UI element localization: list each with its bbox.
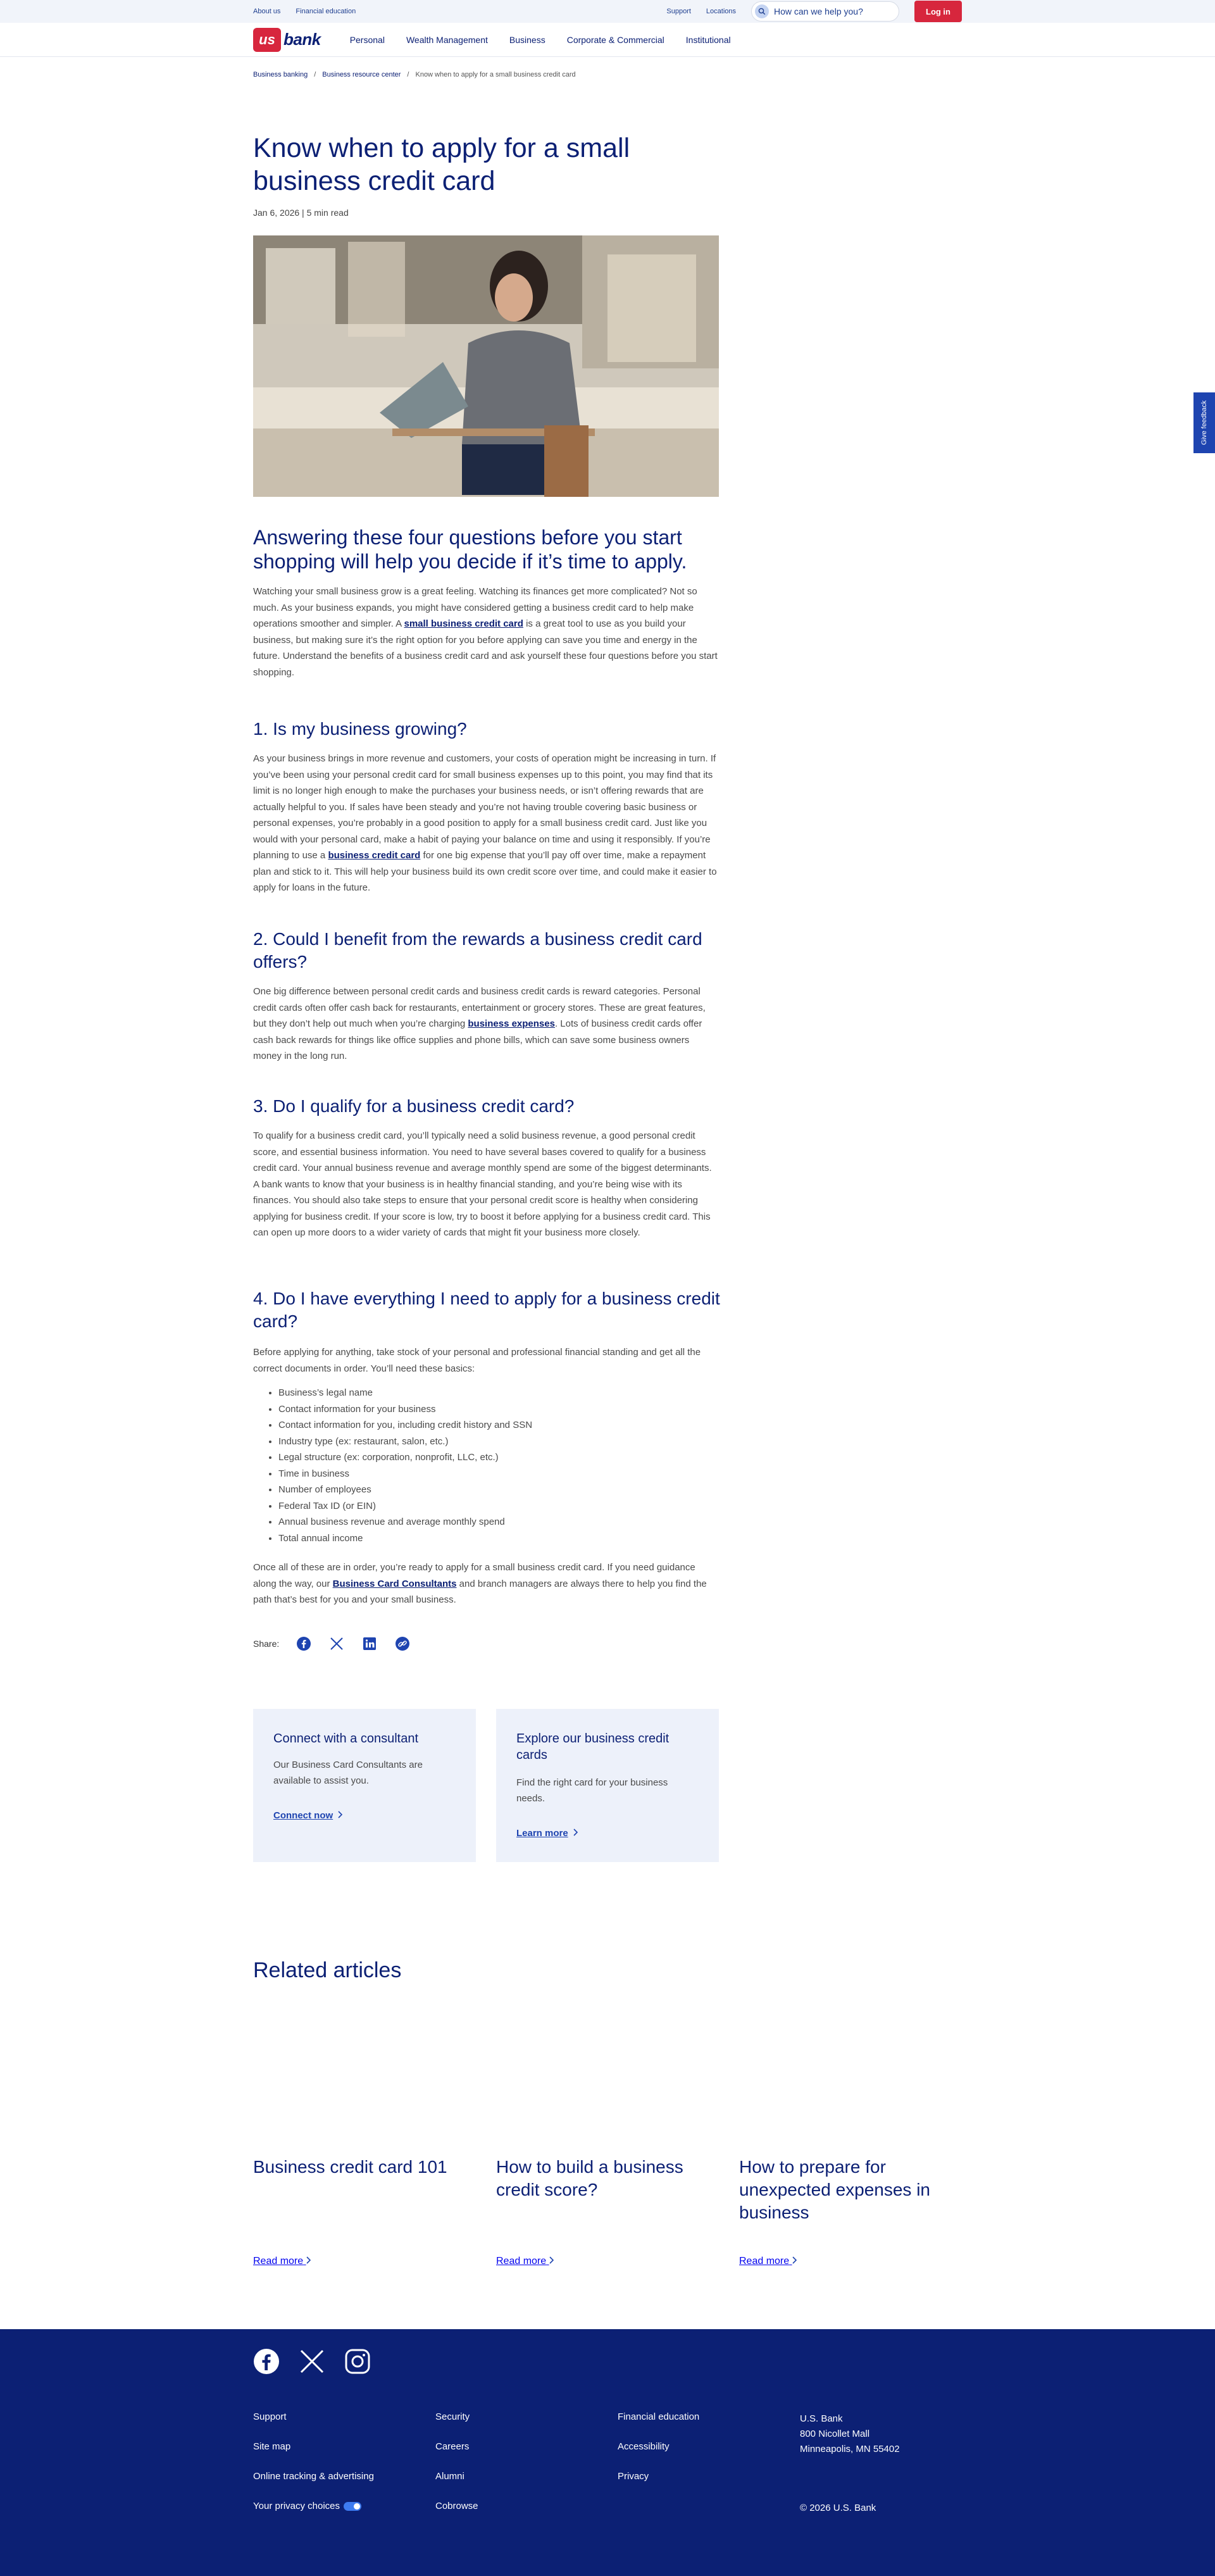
footer-link-support[interactable]: Support <box>253 2411 287 2422</box>
related-article-3 <box>739 2156 954 2224</box>
question-2-paragraph <box>253 984 719 1065</box>
list-item: • Number of employees <box>278 1482 532 1498</box>
explore-cards-card <box>496 1709 719 1862</box>
footer-link-privacy[interactable]: Privacy <box>618 2471 649 2482</box>
related-articles-heading: Related articles <box>253 1958 402 1982</box>
list-item: • Contact information for you, including credit history and SSN <box>278 1417 532 1434</box>
facebook-icon[interactable] <box>253 2348 280 2378</box>
share-label: Share: <box>253 1639 280 1649</box>
logo-wordmark: bank <box>284 30 321 49</box>
utility-bar <box>0 0 1215 23</box>
nav-wealth-management[interactable]: Wealth Management <box>406 34 488 45</box>
breadcrumb-current: Know when to apply for a small business credit card <box>415 71 576 78</box>
consultant-card-title: Connect with a consultant <box>273 1732 419 1746</box>
intro-paragraph <box>253 584 719 680</box>
business-card-consultants-link[interactable]: Business Card Consultants <box>332 1578 457 1589</box>
footer-col-1 <box>253 2411 374 2511</box>
closing-text-2: and branch managers are always there to help you find the path that’s best for you and your small business. <box>253 1578 707 1605</box>
footer-link-online-tracking[interactable]: Online tracking & advertising <box>253 2471 374 2482</box>
nav-personal[interactable]: Personal <box>349 34 385 45</box>
related-article-title[interactable]: Business credit card 101 <box>253 2157 447 2177</box>
list-item: • Legal structure (ex: corporation, nonprofit, LLC, etc.) <box>278 1449 532 1466</box>
x-icon[interactable] <box>328 1635 345 1652</box>
support-link[interactable]: Support <box>666 8 691 15</box>
requirements-list <box>278 1385 532 1546</box>
question-1-paragraph <box>253 751 719 896</box>
feedback-tab[interactable]: Give feedback <box>1193 392 1215 453</box>
learn-more-link[interactable] <box>516 1828 578 1839</box>
list-item: • Total annual income <box>278 1530 532 1547</box>
footer-link-financial-education[interactable]: Financial education <box>618 2411 700 2422</box>
closing-text-1: Once all of these are in order, you’re ready to apply for a small business credit card. If you need guidance along the way, our <box>253 1562 695 1589</box>
footer-link-accessibility[interactable]: Accessibility <box>618 2441 670 2452</box>
about-us-link[interactable]: About us <box>253 8 281 15</box>
footer-col-3 <box>618 2411 699 2482</box>
login-button[interactable]: Log in <box>914 1 962 22</box>
footer-social <box>253 2348 371 2378</box>
breadcrumb-business-banking[interactable]: Business banking <box>253 71 308 78</box>
lead-heading: Answering these four questions before you start shopping will help you decide if it’s time to apply. <box>253 526 687 573</box>
share-bar <box>253 1635 411 1652</box>
footer-col-2 <box>435 2411 478 2511</box>
read-more-link-3[interactable] <box>739 2256 797 2267</box>
footer <box>0 2329 1215 2576</box>
footer-link-alumni[interactable]: Alumni <box>435 2471 464 2482</box>
breadcrumb-separator: / <box>314 71 316 78</box>
nav-business[interactable]: Business <box>509 34 545 45</box>
page-title: Know when to apply for a small business credit card <box>253 133 630 196</box>
chevron-right-icon <box>306 2256 311 2267</box>
q2-text-1: One big difference between personal credit cards and business credit cards is reward categories. Personal credit cards often offer cash back for restaurants, entertainment or grocery stores. These are great features, but they don’t help out much when you’re charging <box>253 986 706 1029</box>
footer-link-cobrowse[interactable]: Cobrowse <box>435 2501 478 2511</box>
breadcrumb-separator: / <box>407 71 409 78</box>
main-nav <box>0 23 1215 57</box>
address-line: 800 Nicollet Mall <box>800 2429 870 2439</box>
related-article-title[interactable]: How to prepare for unexpected expenses in business <box>739 2157 930 2222</box>
closing-paragraph <box>253 1560 719 1608</box>
footer-link-security[interactable]: Security <box>435 2411 470 2422</box>
connect-now-label: Connect now <box>273 1810 333 1821</box>
search-placeholder: How can we help you? <box>774 6 863 16</box>
read-more-label: Read more <box>739 2256 790 2267</box>
footer-link-privacy-choices[interactable] <box>253 2501 374 2511</box>
footer-link-site-map[interactable]: Site map <box>253 2441 291 2452</box>
x-icon[interactable] <box>299 2348 325 2378</box>
consultant-card-text: Our Business Card Consultants are available to assist you. <box>273 1760 423 1786</box>
related-article-1 <box>253 2156 468 2179</box>
list-item: • Annual business revenue and average monthly spend <box>278 1514 532 1530</box>
chevron-right-icon <box>549 2256 554 2267</box>
related-article-title[interactable]: How to build a business credit score? <box>496 2157 683 2199</box>
facebook-icon[interactable] <box>296 1635 312 1652</box>
linkedin-icon[interactable] <box>361 1635 378 1652</box>
address-line: U.S. Bank <box>800 2413 843 2424</box>
list-item: • Time in business <box>278 1466 532 1482</box>
small-business-credit-card-link[interactable]: small business credit card <box>404 618 523 629</box>
business-credit-card-link[interactable]: business credit card <box>328 850 421 861</box>
chevron-right-icon <box>792 2256 797 2267</box>
question-4-intro: Before applying for anything, take stock of your personal and professional financial standing and get all the correct documents in order. You’ll need these basics: <box>253 1347 701 1374</box>
privacy-choices-icon <box>344 2502 361 2511</box>
consultant-card <box>253 1709 476 1862</box>
question-3-heading: 3. Do I qualify for a business credit card? <box>253 1096 575 1116</box>
list-item: • Contact information for your business <box>278 1401 532 1418</box>
question-1-heading: 1. Is my business growing? <box>253 719 467 739</box>
list-item: • Federal Tax ID (or EIN) <box>278 1498 532 1515</box>
read-more-label: Read more <box>253 2256 304 2267</box>
connect-now-link[interactable] <box>273 1810 343 1821</box>
locations-link[interactable]: Locations <box>706 8 736 15</box>
privacy-choices-label: Your privacy choices <box>253 2501 340 2511</box>
question-4-heading: 4. Do I have everything I need to apply for a business credit card? <box>253 1289 720 1331</box>
intro-text-1: Watching your small business grow is a great feeling. Watching its finances get more complicated? Not so much. As your business expands, you might have considered getting a business credit card to help make operations smoother and simpler. A <box>253 586 697 629</box>
breadcrumb <box>253 71 576 78</box>
related-article-2 <box>496 2156 711 2201</box>
chevron-right-icon <box>338 1810 343 1821</box>
list-item: • Industry type (ex: restaurant, salon, etc.) <box>278 1434 532 1450</box>
breadcrumb-resource-center[interactable]: Business resource center <box>322 71 401 78</box>
financial-education-link[interactable]: Financial education <box>296 8 356 15</box>
nav-institutional[interactable]: Institutional <box>685 34 731 45</box>
hero-image <box>253 235 719 497</box>
read-more-link-1[interactable] <box>253 2256 311 2267</box>
read-more-label: Read more <box>496 2256 547 2267</box>
search-input[interactable] <box>751 1 899 22</box>
footer-link-careers[interactable]: Careers <box>435 2441 470 2452</box>
instagram-icon[interactable] <box>344 2348 371 2378</box>
nav-corporate-commercial[interactable]: Corporate & Commercial <box>566 34 664 45</box>
read-more-link-2[interactable] <box>496 2256 554 2267</box>
intro-text-2: is a great tool to use as you build your business, but making sure it’s the right option for you before applying can save you time and energy in the future. Understand the benefits of a business credit card and ask yourself these four questions before you start shopping. <box>253 618 718 678</box>
question-3-paragraph: To qualify for a business credit card, you’ll typically need a solid business revenue, a good personal credit score, and essential business information. You need to have several bases covered to qualify for a business credit card. Your annual business revenue and average monthly spend are some of the biggest determinants. A bank wants to know that your business is in healthy financial standing, and you’re being wise with its finances. You should also take steps to ensure that your personal credit score is healthy when considering applying for business credit. If your score is low, try to boost it before applying for a business credit card. This can open up more doors to a wider variety of cards that might fit your business more closely. <box>253 1130 712 1238</box>
copyright: © 2026 U.S. Bank <box>800 2503 876 2513</box>
footer-address <box>800 2411 900 2457</box>
explore-card-title: Explore our business credit cards <box>516 1732 670 1762</box>
learn-more-label: Learn more <box>516 1828 568 1839</box>
q1-text-2: for one big expense that you’ll pay off over time, make a repayment plan and stick to it. This will help your business build its own credit score over time, and could make it easier to apply for loans in the future. <box>253 850 717 893</box>
chevron-right-icon <box>573 1828 578 1839</box>
logo-shield: us <box>253 28 281 52</box>
business-expenses-link[interactable]: business expenses <box>468 1018 555 1029</box>
article-meta: Jan 6, 2026 | 5 min read <box>253 208 349 218</box>
explore-card-text: Find the right card for your business needs. <box>516 1777 668 1804</box>
copy-link-icon[interactable] <box>394 1635 411 1652</box>
list-item: • Business’s legal name <box>278 1385 532 1401</box>
q2-text-2: . Lots of business credit cards offer cash back rewards for things like office supplies and phone bills, which can save some business owners money in the long run. <box>253 1018 702 1061</box>
search-icon <box>755 4 769 18</box>
question-2-heading: 2. Could I benefit from the rewards a business credit card offers? <box>253 929 702 972</box>
address-line: Minneapolis, MN 55402 <box>800 2444 900 2454</box>
q1-text-1: As your business brings in more revenue and customers, your costs of operation might be increasing in turn. If you’ve been using your personal credit card for small business expenses up to this point, you may find that its limit is no longer high enough to make the purchases your business needs, or isn’t offering rewards that are actually helpful to you. If sales have been steady and you’re not having trouble covering basic business or personal expenses, you’re probably in a good position to apply for a small business credit card. Just like you would with your personal card, make a habit of paying your balance on time and using it responsibly. If you’re planning to use a <box>253 753 716 861</box>
usbank-logo[interactable] <box>253 28 321 52</box>
